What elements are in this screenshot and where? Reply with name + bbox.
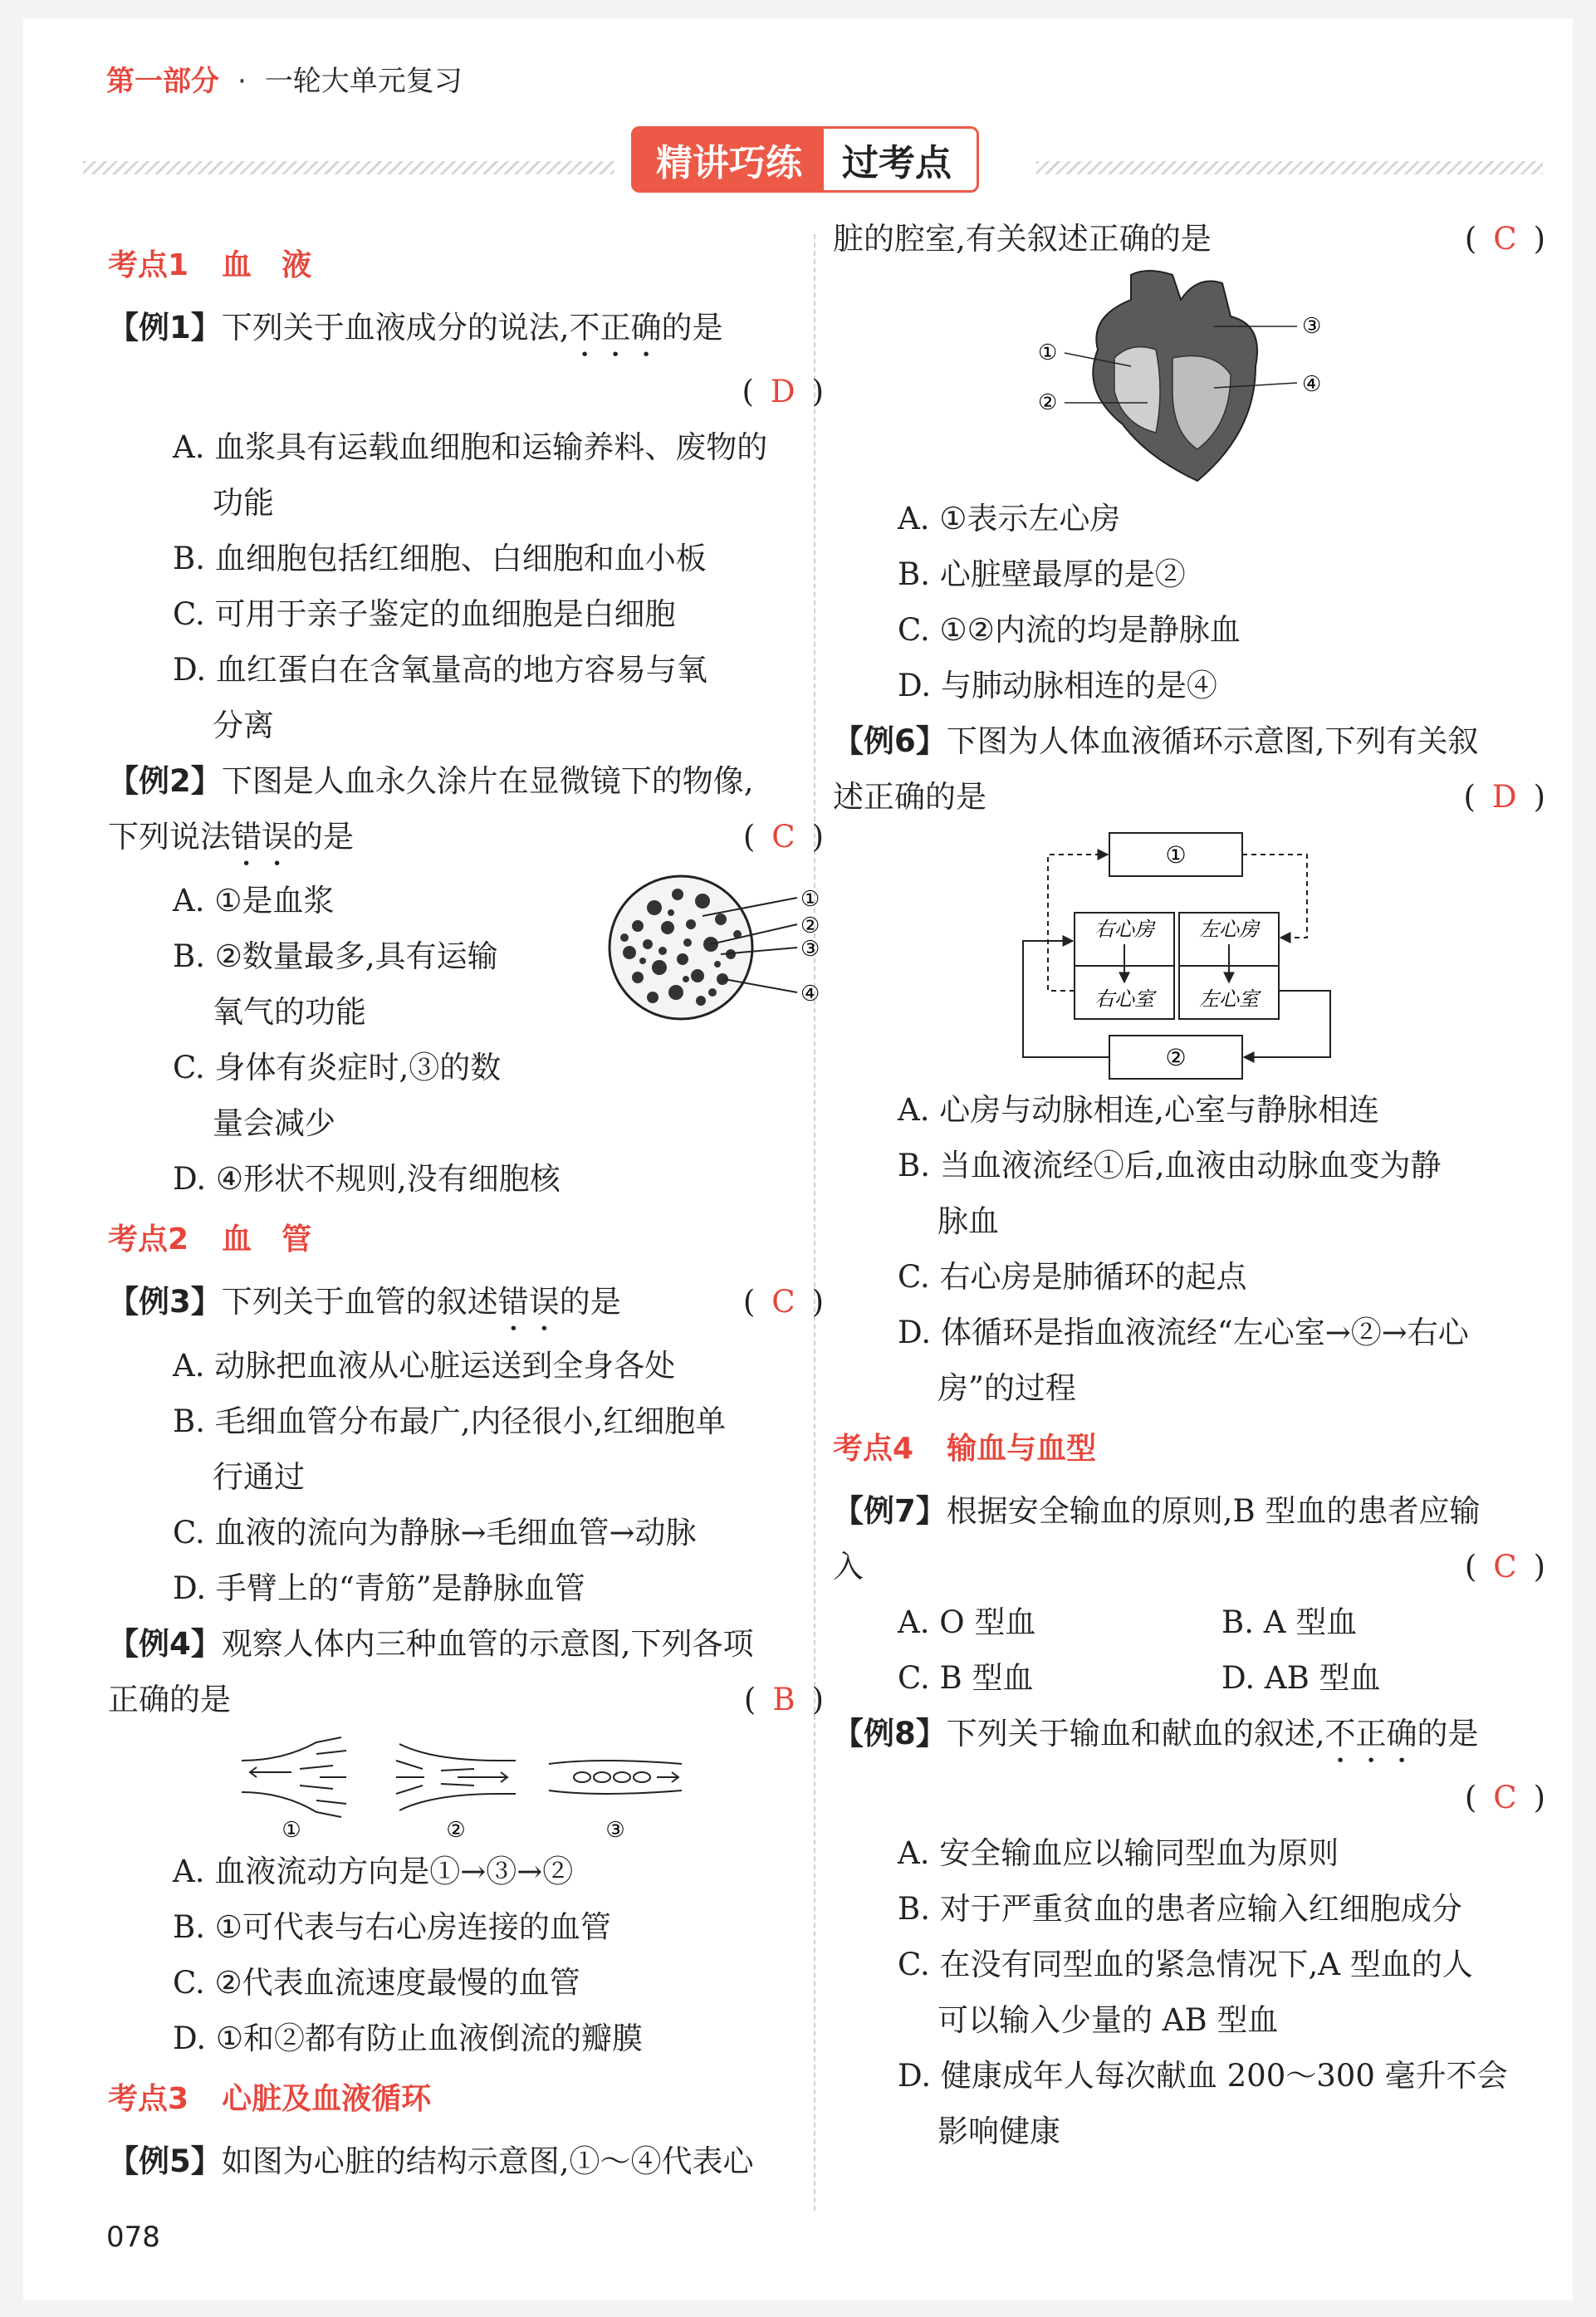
option-a-cont: 功能 [213,485,274,521]
example-label: 【例4】 [108,1626,222,1662]
page [23,18,1573,2300]
vessel-label-3: ③ [605,1818,625,1843]
answer-letter: B [772,1682,796,1717]
option-b: B. 当血液流经①后,血液由动脉血变为静 [898,1148,1442,1183]
option-c: C. 在没有同型血的紧急情况下,A 型血的人 [898,1947,1473,1982]
option-c: C. 可用于亲子鉴定的血细胞是白细胞 [173,596,676,632]
right-column [833,211,1545,2159]
option-b: B. 心脏壁最厚的是② [898,556,1186,592]
left-column [108,233,824,2189]
option-c-cont: 量会减少 [213,1105,335,1141]
label-2: ② [800,914,820,938]
option-c: C. 身体有炎症时,③的数 [173,1050,502,1085]
blood-vessels-figure [233,1727,698,1844]
svg-text:右心房: 右心房 [1094,918,1154,941]
option-c: C. B 型血 [898,1660,1034,1696]
header-unit: 一轮大单元复习 [264,65,463,98]
answer-bracket: ( C ) [742,1284,824,1320]
svg-text:左心房: 左心房 [1199,918,1259,941]
question-4: 【例4】观察人体内三种血管的示意图,下列各项 正确的是 ( B ) ① ② ③ A. 血液流动方向是①→③→② B. ①可代表与右心房连接的血管 C. ②代表血流速度最慢的血管 D. ①和②都有防止血液倒流的瓣膜 [108,1616,824,2066]
vessel-2 [396,1744,516,1810]
option-a: A. 动脉把血液从心脏运送到全身各处 [173,1348,676,1384]
options-grid [833,1594,1545,1706]
answer-letter: C [1493,221,1517,257]
example-label: 【例1】 [108,310,222,345]
page-number: 078 [106,2221,160,2254]
svg-text:②: ② [1165,1044,1187,1071]
question-6: 【例6】下图为人体血液循环示意图,下列有关叙 述正确的是 ( D ) ① ② 右心房 右心室 左心房 左心室 A. 心房与动脉相连,心室与静脉相连 B. 当血液流经①后,血液由动脉血变为静 脉血 C. 右心房是肺循环的起点 D. 体循环是指血液流经“左心室→②→右心 房”的过程 [833,713,1545,1416]
vessel-1 [242,1737,346,1817]
label-4: ④ [800,982,820,1007]
topic-heading-2: 考点2 血 管 [108,1222,312,1256]
option-b-cont: 氧气的功能 [213,994,366,1030]
option-b: B. 血细胞包括红细胞、白细胞和血小板 [173,541,707,576]
question-1: 【例1】下列关于血液成分的说法,不正确的是 ( D ) A. 血浆具有运载血细胞和运输养料、废物的 功能 B. 血细胞包括红细胞、白细胞和血小板 C. 可用于亲子鉴定的血细胞是白细胞 D. 血红蛋白在含氧量高的地方容易与氧 分离 [108,300,824,753]
question-2: 【例2】下图是人血永久涂片在显微镜下的物像, 下列说法错误的是 ( C ) A. ①是血浆 B. ②数量最多,具有运输 氧气的功能 C. 身体有炎症时,③的数 量会减少 D. ④形状不规则,没有细胞核 ① ② ③ ④ [108,753,824,1207]
option-d: D. ①和②都有防止血液倒流的瓣膜 [173,2021,644,2056]
option-a: A. ①是血浆 [173,883,335,918]
answer-bracket: ( D ) [1463,779,1545,815]
option-d-cont: 影响健康 [938,2114,1060,2149]
answer-bracket: ( C ) [1464,221,1545,257]
option-b-cont: 脉血 [938,1203,999,1239]
option-b: B. ②数量最多,具有运输 [173,938,498,974]
option-a: A. 安全输血应以输同型血为原则 [898,1835,1339,1871]
option-c: C. ①②内流的均是静脉血 [898,612,1241,648]
option-d: D. 健康成年人每次献血 200～300 毫升不会 [898,2058,1508,2094]
banner-left: 精讲巧练 [631,126,824,193]
example-label: 【例7】 [833,1493,947,1529]
option-b-cont: 行通过 [213,1459,305,1495]
vessel-label-2: ② [446,1818,466,1843]
example-label: 【例5】 [108,2143,222,2179]
blood-smear-figure [605,868,824,1034]
answer-bracket: ( C ) [742,819,824,855]
option-d-cont: 房”的过程 [938,1370,1076,1406]
svg-text:右心室: 右心室 [1094,987,1154,1011]
option-d: D. 血红蛋白在含氧量高的地方容易与氧 [173,652,707,688]
running-header [106,58,463,99]
option-c: C. 右心房是肺循环的起点 [898,1259,1247,1295]
topic-heading-1: 考点1 血 液 [108,248,312,282]
circulation-figure [998,825,1380,1082]
decorative-stripe-right [1036,161,1543,174]
topic-heading-3: 考点3 心脏及血液循环 [108,2082,432,2116]
option-c: C. ②代表血流速度最慢的血管 [173,1965,580,2001]
option-b: B. A 型血 [1221,1604,1358,1640]
header-dot: · [237,65,247,98]
example-label: 【例3】 [108,1284,222,1320]
answer-bracket: ( C ) [1464,1549,1545,1585]
example-label: 【例6】 [833,723,947,759]
header-part: 第一部分 [106,65,219,98]
section-banner [631,126,979,193]
vessel-label-1: ① [282,1818,301,1843]
example-label: 【例2】 [108,763,222,799]
option-d: D. 与肺动脉相连的是④ [898,668,1217,703]
heart-label-1: ① [1038,340,1058,365]
vessel-3 [549,1761,682,1794]
answer-bracket: ( B ) [743,1682,824,1717]
option-b: B. 毛细血管分布最广,内径很小,红细胞单 [173,1403,727,1439]
answer-letter: D [1491,779,1517,815]
topic-heading-4: 考点4 输血与血型 [833,1432,1097,1466]
answer-letter: C [771,819,796,855]
option-c-cont: 可以输入少量的 AB 型血 [938,2002,1279,2038]
answer-letter: C [771,1284,796,1320]
question-5: 脏的腔室,有关叙述正确的是 ( C ) ① ② ③ ④ A. ①表示左心房 B. 心脏壁最厚的是② C. ①②内流的均是静脉血 D. 与肺动脉相连的是④ [833,211,1545,713]
question-8: 【例8】下列关于输血和献血的叙述,不正确的是 ( C ) A. 安全输血应以输同型血为原则 B. 对于严重贫血的患者应输入红细胞成分 C. 在没有同型血的紧急情况下,A 型血的人 可以输入少量的 AB 型血 D. 健康成年人每次献血 200～300 毫升不会 影响健康 [833,1706,1545,2159]
option-d: D. 手臂上的“青筋”是静脉血管 [173,1570,585,1606]
answer-letter: C [1493,1780,1517,1815]
example-label: 【例8】 [833,1716,947,1751]
label-3: ③ [800,937,820,962]
option-a: A. ①表示左心房 [898,501,1121,536]
heart-figure [1031,267,1347,491]
heart-label-4: ④ [1302,372,1322,397]
heart-label-3: ③ [1302,314,1322,339]
option-d: D. ④形状不规则,没有细胞核 [173,1161,561,1197]
option-a: A. O 型血 [898,1604,1036,1640]
heart-label-2: ② [1038,390,1058,415]
label-1: ① [800,887,820,912]
svg-text:左心室: 左心室 [1199,987,1259,1011]
decorative-stripe-left [83,161,614,174]
option-a: A. 血液流动方向是①→③→② [173,1854,574,1889]
svg-text:①: ① [1165,841,1187,869]
option-d: D. AB 型血 [1221,1660,1381,1696]
option-d: D. 体循环是指血液流经“左心室→②→右心 [898,1315,1469,1350]
option-a: A. 心房与动脉相连,心室与静脉相连 [898,1092,1380,1128]
option-a: A. 血浆具有运载血细胞和运输养料、废物的 [173,429,768,465]
option-b: B. 对于严重贫血的患者应输入红细胞成分 [898,1891,1462,1927]
option-d-cont: 分离 [213,708,274,743]
answer-letter: D [770,374,796,409]
option-c: C. 血液的流向为静脉→毛细血管→动脉 [173,1515,697,1550]
option-b: B. ①可代表与右心房连接的血管 [173,1909,611,1945]
answer-bracket: ( C ) [1464,1780,1545,1815]
question-5-stem: 【例5】如图为心脏的结构示意图,①～④代表心 [108,2143,754,2179]
answer-letter: C [1493,1549,1517,1585]
question-7: 【例7】根据安全输血的原则,B 型血的患者应输 入 ( C ) A. O 型血 B. A 型血 C. B 型血 D. AB 型血 [833,1483,1545,1706]
banner-right: 过考点 [824,126,979,193]
question-3: 【例3】下列关于血管的叙述错误的是 ( C ) A. 动脉把血液从心脏运送到全身各处 B. 毛细血管分布最广,内径很小,红细胞单 行通过 C. 血液的流向为静脉→毛细血管→动脉 D. 手臂上的“青筋”是静脉血管 [108,1274,824,1616]
answer-bracket: ( D ) [742,374,824,409]
